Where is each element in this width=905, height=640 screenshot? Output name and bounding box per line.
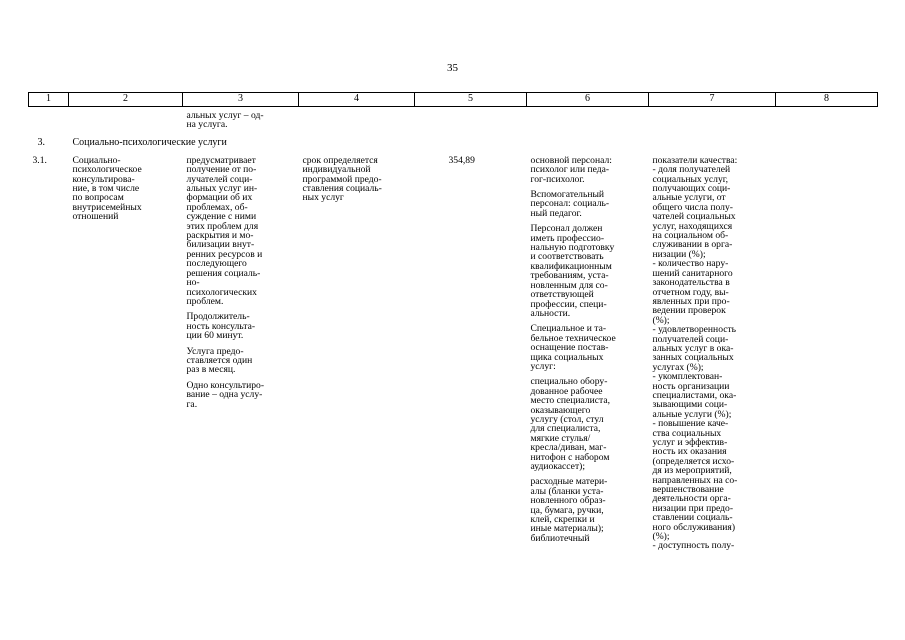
header-col-4: 4 [299,93,415,107]
page-number: 35 [447,62,458,74]
service-notes [776,152,878,551]
header-col-5: 5 [415,93,527,107]
description-paragraph: предусматривает получение от по- лучателей соци- альных услуг ин- формации об их проблемах, об- суждение с ними этих проблем для раскрытия и мо- билизации внут- ренних ресурсов и последующего решения социаль- но- психологических проблем. [186,154,263,307]
conditions-paragraph: расходные матери- алы (бланки уста- новленного образ- ца, бумага, ручки, клей, скрепки и иные материалы); библиотечный [530,476,608,544]
section-title: Социально-психологические услуги [72,136,227,148]
service-number: 3.1. [32,154,47,166]
description-paragraph: Продолжитель- ность консульта- ции 60 минут. [186,311,256,342]
service-description [183,152,299,551]
conditions-paragraph: Специальное и та- бельное техническое оснащение постав- щика социальных услуг: [530,323,616,372]
conditions-paragraph: основной персонал: психолог или педа- гог-психолог. [530,154,612,185]
continuation-row [29,107,878,130]
service-term: срок определяется индивидуальной программой предо- ставления социаль- ных услуг [302,154,382,204]
conditions-paragraph: специально обору- дованное рабочее место специалиста, оказывающего услугу (стол, стул для специалиста, мягкие стулья/ кресла/диван, маг- нитофон с набором аудиокассет); [530,376,610,472]
service-name: Социально- психологическое консультирова- ние, в том числе по вопросам внутрисемейных отношений [72,154,142,223]
services-table [28,92,878,551]
service-row [29,152,878,551]
conditions-paragraph: Персонал должен иметь профессио- нальную подготовку и соответствовать квалификационным требованиям, уста- новленным для со- ответствующей профессии, специ- альности. [530,223,615,319]
service-conditions [527,152,649,551]
header-col-6: 6 [527,93,649,107]
header-col-7: 7 [649,93,776,107]
header-col-3: 3 [183,93,299,107]
description-paragraph: Одно консультиро- вание – одна услу- га. [186,379,265,410]
service-indicators: показатели качества: - доля получателей социальных услуг, получающих соци- альные услуги, от общего числа полу- чателей социальных услуг, находящихся на социальном об- служивании в орга- низации (%); - количество нару- шений санитарного законодательства в отчетном году, вы- явленных при про- ведении проверок (%); - удовлетворенность получателей соци- альных услуг в ока- занных социальных услугах (%); - укомплектован- ность организации специалистами, ока- зывающими соци- альные услуги (%); - повышение каче- ства социальных услуг и эффектив- ность их оказания (определяется исхо- дя из мероприятий, направленных на со- вершенствование деятельности орга- низации при предо- ставлении социаль- ного обслуживания) (%); - доступность полу- [652,154,738,552]
description-paragraph: Услуга предо- ставляется один раз в месяц. [186,345,253,376]
header-col-2: 2 [69,93,183,107]
section-number: 3. [37,136,45,148]
continuation-text: альных услуг – од- на услуга. [186,110,264,131]
service-tariff: 354,89 [448,154,475,166]
section-row [29,130,878,152]
header-col-1: 1 [29,93,69,107]
conditions-paragraph: Вспомогательный персонал: социаль- ный педагог. [530,189,610,219]
header-col-8: 8 [776,93,878,107]
table-header-row [29,93,878,107]
